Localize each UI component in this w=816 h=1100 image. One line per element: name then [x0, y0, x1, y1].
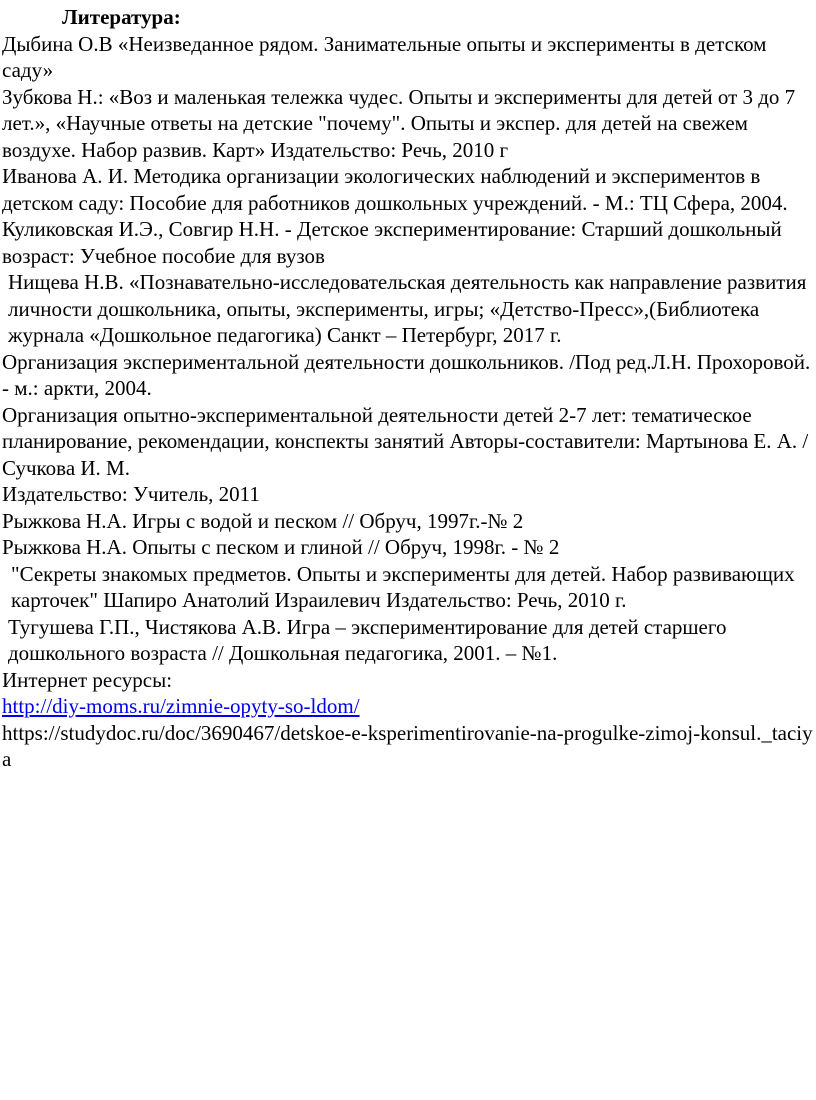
resource-link[interactable]: http://diy-moms.ru/zimnie-opyty-so-ldom/	[2, 694, 360, 718]
resource-url-text: https://studydoc.ru/doc/3690467/detskoe-e-ksperimentirovanie-na-progulke-zimoj-konsul._taciya	[2, 720, 813, 771]
references-heading: Литература:	[62, 5, 181, 29]
reference-entry: Нищева Н.В. «Познавательно-исследовательская деятельность как направление развития личности дошкольника, опыты, эксперименты, игры; «Детство-Пресс»,(Библиотека журнала «Дошкольное педагогика) Санкт – Петербург, 2017 г.	[8, 270, 807, 347]
reference-entry: Куликовская И.Э., Совгир Н.Н. - Детское экспериментирование: Старший дошкольный возраст: Учебное пособие для вузов	[2, 217, 782, 268]
reference-entry: Рыжкова Н.А. Опыты с песком и глиной // Обруч, 1998г. - № 2	[2, 535, 560, 559]
reference-entry: Организация опытно-экспериментальной деятельности детей 2-7 лет: тематическое планирование, рекомендации, конспекты занятий Авторы-составители: Мартынова Е. А. / Сучкова И. М.	[2, 402, 809, 480]
reference-entry: Издательство: Учитель, 2011	[2, 482, 260, 506]
reference-entry: Дыбина О.В «Неизведанное рядом. Занимательные опыты и эксперименты в детском саду»	[2, 31, 767, 82]
reference-entry: Рыжкова Н.А. Игры с водой и песком // Обруч, 1997г.-№ 2	[2, 508, 524, 533]
reference-entry: Зубкова Н.: «Воз и маленькая тележка чудес. Опыты и эксперименты для детей от 3 до 7 лет.», «Научные ответы на детские "почему". Опыты и экспер. для детей на свежем воздухе. Набор развив. Карт» Издательство: Речь, 2010 г	[2, 84, 796, 162]
reference-entry: Иванова А. И. Методика организации экологических наблюдений и экспериментов в детском саду: Пособие для работников дошкольных учреждений. - М.: ТЦ Сфера, 2004.	[2, 164, 788, 215]
reference-entry: Тугушева Г.П., Чистякова А.В. Игра – экспериментирование для детей старшего дошкольного возраста // Дошкольная педагогика, 2001. – №1.	[8, 614, 727, 665]
internet-resources-heading: Интернет ресурсы:	[2, 667, 173, 692]
reference-entry: "Секреты знакомых предметов. Опыты и эксперименты для детей. Набор развивающих карточек" Шапиро Анатолий Израилевич Издательство: Речь, 2010 г.	[11, 561, 795, 612]
reference-entry: Организация экспериментальной деятельности дошкольников. /Под ред.Л.Н. Прохоровой. - м.: аркти, 2004.	[2, 349, 811, 400]
